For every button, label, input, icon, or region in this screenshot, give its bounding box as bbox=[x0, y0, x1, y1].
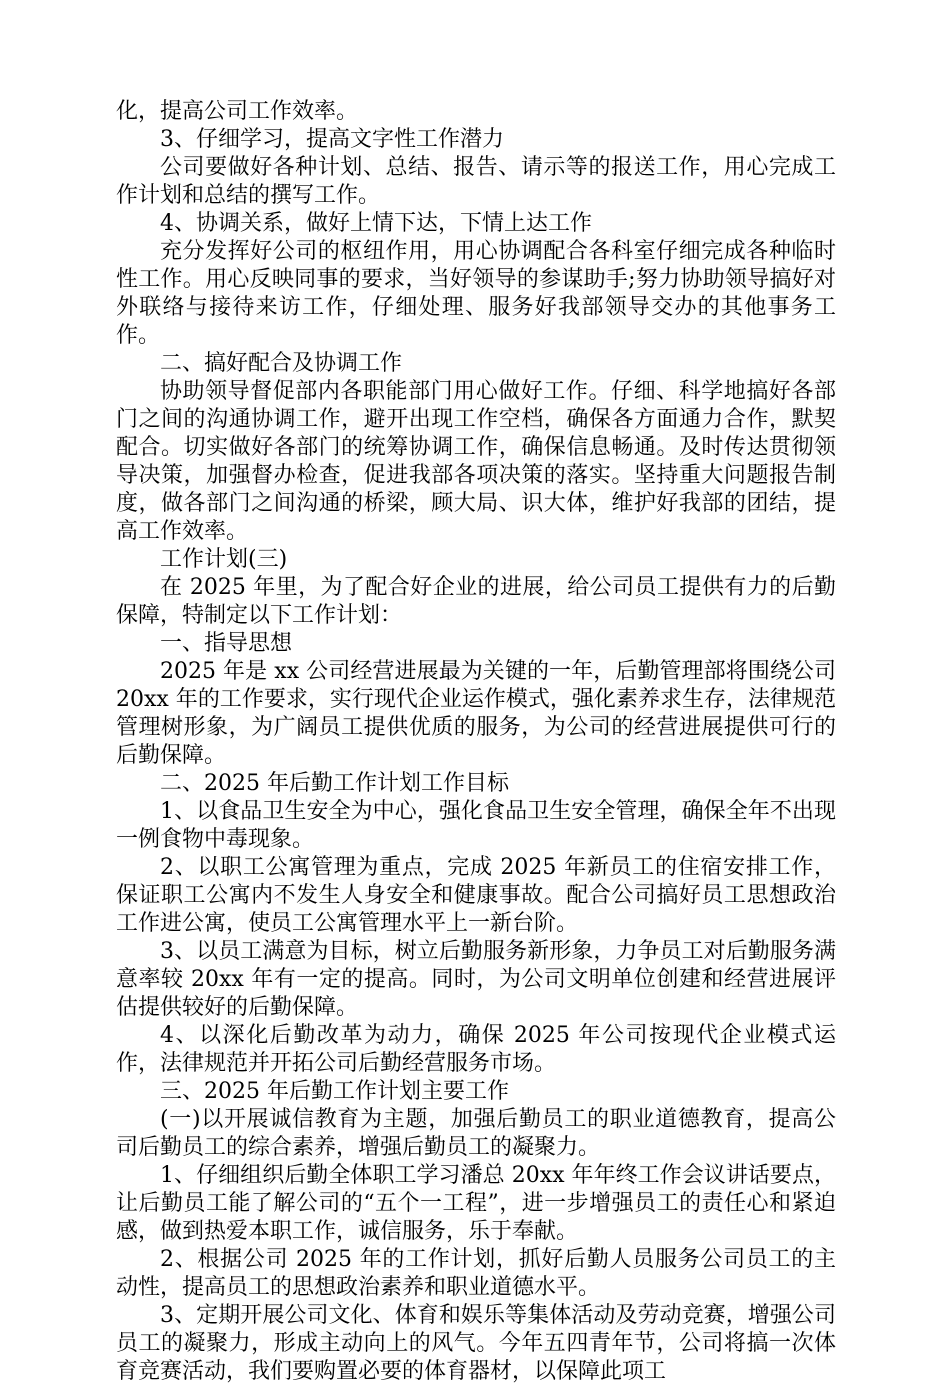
section-heading: 3、仔细学习，提高文字性工作潜力 bbox=[160, 127, 504, 152]
section-heading: 二、搞好配合及协调工作 bbox=[160, 351, 403, 376]
paragraph: 协助领导督促部内各职能部门用心做好工作。仔细、科学地搞好各部门之间的沟通协调工作，避开出现工作空档，确保各方面通力合作，默契配合。切实做好各部门的统筹协调工作，确保信息畅通。及时传达贯彻领导决策，加强督办检查，促进我部各项决策的落实。坚持重大问题报告制度，做各部门之间沟通的桥梁，顾大局、识大体，维护好我部的团结，提高工作效率。 bbox=[116, 379, 836, 544]
paragraph: 在 2025 年里，为了配合好企业的进展，给公司员工提供有力的后勤保障，特制定以下工作计划： bbox=[116, 575, 836, 628]
section-heading: 工作计划(三) bbox=[160, 547, 288, 572]
document-body bbox=[116, 98, 836, 1386]
paragraph: 3、定期开展公司文化、体育和娱乐等集体活动及劳动竞赛，增强公司员工的凝聚力，形成主动向上的风气。今年五四青年节，公司将搞一次体育竞赛活动，我们要购置必要的体育器材，以保障此项工 bbox=[116, 1303, 836, 1384]
paragraph: 1、以食品卫生安全为中心，强化食品卫生安全管理，确保全年不出现一例食物中毒现象。 bbox=[116, 799, 836, 852]
section-heading: 4、协调关系，做好上情下达，下情上达工作 bbox=[160, 211, 592, 236]
paragraph: 化，提高公司工作效率。 bbox=[116, 99, 359, 124]
paragraph: 1、仔细组织后勤全体职工学习潘总 20xx 年年终工作会议讲话要点，让后勤员工能了解公司的“五个一工程”，进一步增强员工的责任心和紧迫感，做到热爱本职工作，诚信服务，乐于奉献。 bbox=[116, 1163, 836, 1244]
paragraph: 2、根据公司 2025 年的工作计划，抓好后勤人员服务公司员工的主动性，提高员工的思想政治素养和职业道德水平。 bbox=[116, 1247, 836, 1300]
paragraph: 4、以深化后勤改革为动力，确保 2025 年公司按现代企业模式运作，法律规范并开拓公司后勤经营服务市场。 bbox=[116, 1023, 836, 1076]
paragraph: 3、以员工满意为目标，树立后勤服务新形象，力争员工对后勤服务满意率较 20xx 年有一定的提高。同时，为公司文明单位创建和经营进展评估提供较好的后勤保障。 bbox=[116, 939, 836, 1020]
paragraph: (一)以开展诚信教育为主题，加强后勤员工的职业道德教育，提高公司后勤员工的综合素养，增强后勤员工的凝聚力。 bbox=[116, 1107, 836, 1160]
section-heading: 二、2025 年后勤工作计划工作目标 bbox=[160, 771, 509, 796]
paragraph: 2、以职工公寓管理为重点，完成 2025 年新员工的住宿安排工作，保证职工公寓内不发生人身安全和健康事故。配合公司搞好员工思想政治工作进公寓，使员工公寓管理水平上一新台阶。 bbox=[116, 855, 836, 936]
paragraph: 2025 年是 xx 公司经营进展最为关键的一年，后勤管理部将围绕公司 20xx 年的工作要求，实行现代企业运作模式，强化素养求生存，法律规范管理树形象，为广阔员工提供优质的服务，为公司的经营进展提供可行的后勤保障。 bbox=[116, 659, 836, 768]
paragraph: 公司要做好各种计划、总结、报告、请示等的报送工作，用心完成工作计划和总结的撰写工作。 bbox=[116, 155, 836, 208]
paragraph: 充分发挥好公司的枢纽作用，用心协调配合各科室仔细完成各种临时性工作。用心反映同事的要求，当好领导的参谋助手;努力协助领导搞好对外联络与接待来访工作，仔细处理、服务好我部领导交办的其他事务工作。 bbox=[116, 239, 836, 348]
section-heading: 一、指导思想 bbox=[160, 631, 293, 656]
section-heading: 三、2025 年后勤工作计划主要工作 bbox=[160, 1079, 509, 1104]
